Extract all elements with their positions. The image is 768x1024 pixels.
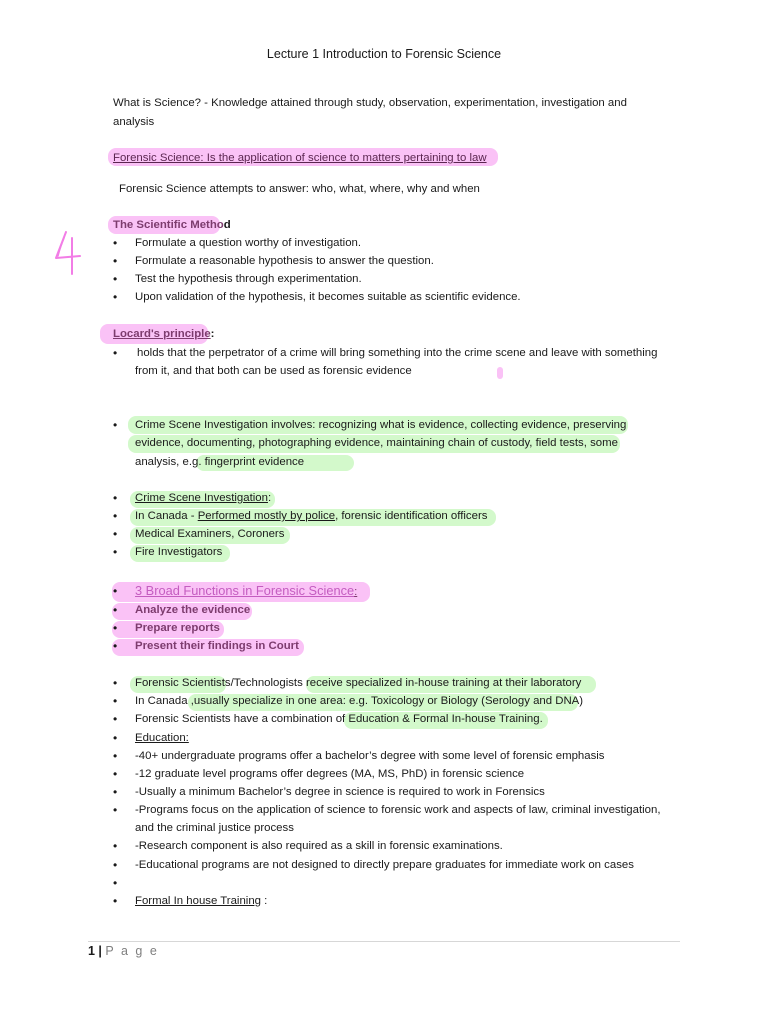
function-item: Present their findings in Court [135, 640, 299, 652]
csi-line-3: analysis, e.g. fingerprint evidence [135, 456, 305, 468]
method-item: Test the hypothesis through experimentation. [135, 273, 362, 285]
scientists-text-b: /Technologists [230, 677, 306, 689]
formal-training-heading [135, 894, 267, 909]
combination-text-a: Forensic Scientists have a combination of [135, 713, 349, 725]
combination-line [135, 712, 543, 727]
scientific-method-heading [113, 218, 231, 233]
broad-functions-heading [135, 583, 357, 600]
locard-line-1: holds that the perpetrator of a crime will bring something into the crime scene and leave with something [137, 347, 658, 359]
canada2-text-b: ,usually specialize in one area: e.g. Toxicology or Biology (Serology and DNA) [190, 695, 584, 707]
bullet: • [113, 509, 118, 523]
bullet: • [113, 839, 118, 853]
bullet: • [113, 858, 118, 872]
csi-heading [135, 491, 271, 506]
page-label: P a g e [105, 944, 159, 958]
science-definition-line-2: analysis [113, 116, 155, 128]
bullet: • [113, 254, 118, 268]
bullet: • [113, 639, 118, 653]
fire-investigators-line: Fire Investigators [135, 546, 223, 558]
canada-police-text: Performed mostly by police [197, 510, 336, 522]
locard-heading-colon: : [210, 328, 215, 340]
page-footer [88, 944, 159, 958]
csi-heading-text: Crime Scene Investigation [135, 492, 268, 504]
canada-suffix: , forensic identification officers [335, 510, 488, 522]
bullet: • [113, 603, 118, 617]
bullet: • [113, 731, 118, 745]
education-item: -Programs focus on the application of science to forensic work and aspects of law, criminal investigation, [135, 804, 661, 816]
handwritten-four-annotation [50, 228, 84, 278]
scientists-text-a: Forensic Scientists [135, 677, 231, 689]
science-definition-line-1: What is Science? - Knowledge attained through study, observation, experimentation, investigation and [113, 97, 627, 109]
method-item: Formulate a question worthy of investigation. [135, 237, 362, 249]
education-item: -Usually a minimum Bachelor’s degree in science is required to work in Forensics [135, 786, 545, 798]
forensic-science-definition [113, 151, 487, 166]
bullet: • [113, 785, 118, 799]
document-title: Lecture 1 Introduction to Forensic Science [266, 47, 502, 61]
education-heading: Education: [135, 732, 189, 744]
education-item-continued: and the criminal justice process [135, 822, 294, 834]
footer-separator: | [94, 944, 106, 958]
footer-rule [88, 941, 680, 942]
bullet: • [113, 676, 118, 690]
canada-prefix: In Canada - [135, 510, 198, 522]
scientists-text-c: receive specialized in-house training at their laboratory [305, 677, 582, 689]
bullet: • [113, 749, 118, 763]
bullet: • [113, 694, 118, 708]
canada-police-line [135, 509, 487, 524]
bullet: • [113, 712, 118, 726]
bullet: • [113, 584, 118, 598]
scientists-line [135, 676, 581, 691]
bullet: • [113, 527, 118, 541]
highlight-stray-mark [497, 367, 503, 379]
bullet: • [113, 290, 118, 304]
forensic-attempts-text: Forensic Science attempts to answer: who, what, where, why and when [119, 183, 480, 195]
bullet: • [113, 767, 118, 781]
bullet: • [113, 272, 118, 286]
education-item: -12 graduate level programs offer degrees (MA, MS, PhD) in forensic science [135, 768, 525, 780]
broad-functions-heading-text: 3 Broad Functions in Forensic Science [135, 583, 355, 598]
page-number: 1 [88, 944, 95, 958]
combination-text-b: Education & Formal In-house Training. [348, 713, 543, 725]
locard-line-2: from it, and that both can be used as forensic evidence [135, 365, 412, 377]
education-item: -Educational programs are not designed to directly prepare graduates for immediate work on cases [135, 859, 634, 871]
csi-heading-colon: : [267, 492, 272, 504]
bullet: • [113, 621, 118, 635]
broad-functions-colon: : [354, 586, 358, 598]
csi-line-1: Crime Scene Investigation involves: recognizing what is evidence, collecting evidence, preserving [135, 419, 627, 431]
method-item: Formulate a reasonable hypothesis to answer the question. [135, 255, 434, 267]
bullet: • [113, 418, 118, 432]
function-item: Analyze the evidence [135, 604, 251, 616]
canada2-text-a: In Canada [135, 695, 191, 707]
bullet: • [113, 491, 118, 505]
formal-training-colon: : [261, 895, 268, 907]
bullet: • [113, 545, 118, 559]
scientific-method-heading-text: The Scientific Metho [113, 219, 224, 231]
function-item: Prepare reports [135, 622, 220, 634]
csi-line-2: evidence, documenting, photographing evidence, maintaining chain of custody, field tests, some [135, 437, 618, 449]
method-item: Upon validation of the hypothesis, it becomes suitable as scientific evidence. [135, 291, 521, 303]
bullet: • [113, 236, 118, 250]
bullet: • [113, 346, 118, 360]
bullet: • [113, 894, 118, 908]
forensic-definition-text: Forensic Science: Is the application of science to matters pertaining to law [113, 152, 487, 164]
locard-heading-text: Locard's principle [113, 328, 211, 340]
medical-examiners-line: Medical Examiners, Coroners [135, 528, 285, 540]
bullet: • [113, 803, 118, 817]
empty-bullet: • [113, 876, 118, 890]
scientific-method-heading-end: d [223, 219, 231, 231]
canada-specialize-line [135, 694, 583, 709]
formal-training-text: Formal In house Training [135, 895, 261, 907]
locard-heading [113, 327, 214, 342]
education-item: -40+ undergraduate programs offer a bachelor’s degree with some level of forensic emphasis [135, 750, 605, 762]
education-item: -Research component is also required as a skill in forensic examinations. [135, 840, 503, 852]
